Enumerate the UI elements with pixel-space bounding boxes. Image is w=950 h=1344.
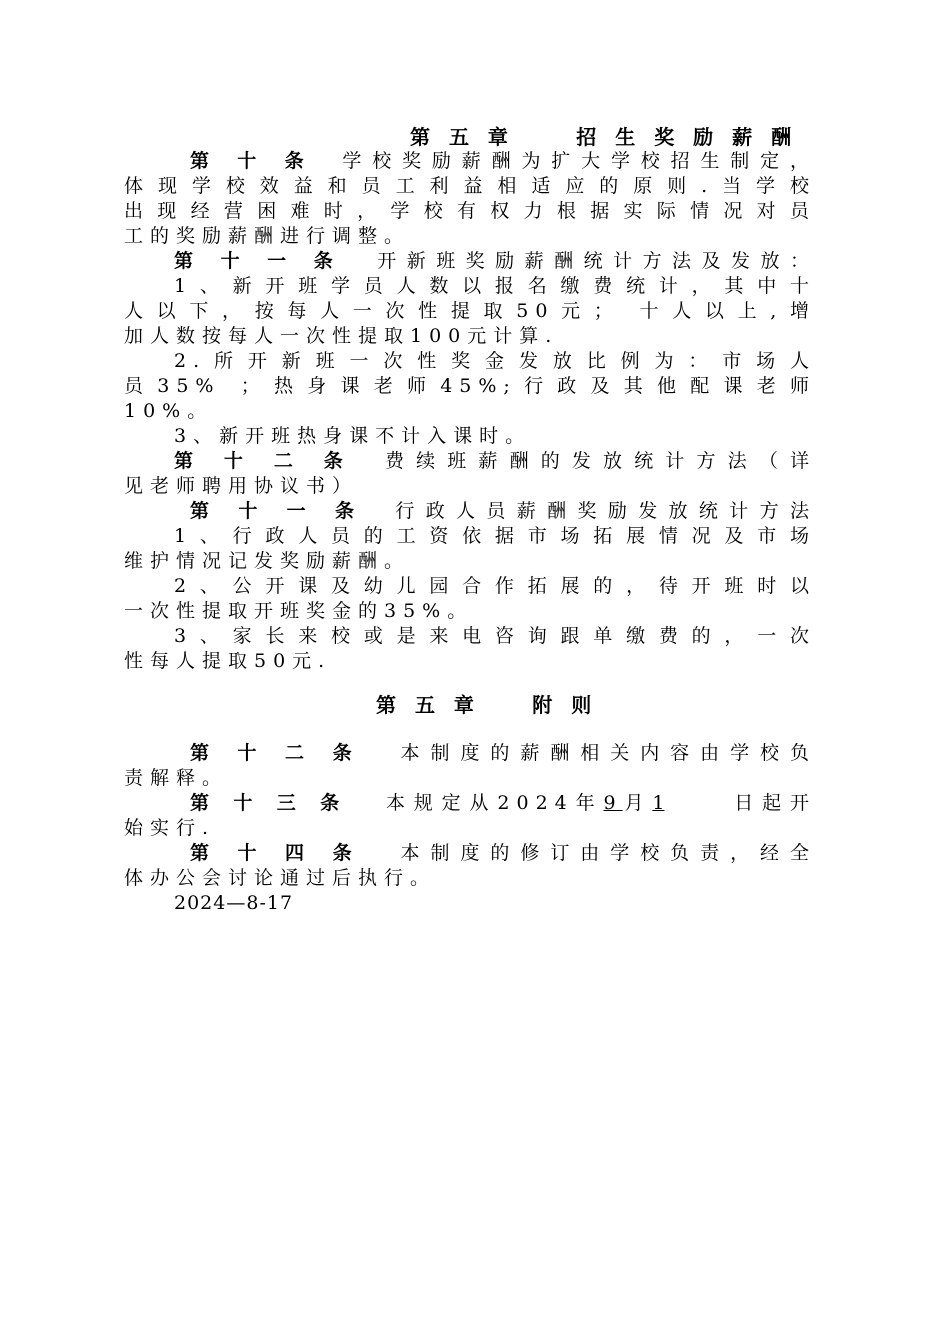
article-12a-text: 费续班薪酬的发放统计方法（详 [384,450,816,472]
article-11b-item-2a: 2、公开课及幼儿园合作拓展的，待开班时以 [174,575,816,597]
article-11-item-2c: 10%。 [124,400,214,422]
article-14-line-1 [124,840,816,866]
article-13-line-1 [124,790,816,816]
article-11-item-1c: 加人数按每人一次性提取100元计算. [124,325,559,347]
article-12a-line-1 [124,448,816,474]
supplementary-chapter-number: 第 五 章 [376,693,480,717]
chapter-title: 招 生 奖 励 薪 酬 [576,125,798,149]
chapter-number: 第 五 章 [410,125,514,149]
article-11b-item-2b: 一次性提取开班奖金的35%。 [124,600,474,622]
article-11b-item-1b: 维护情况记发奖励薪酬。 [124,550,411,572]
article-10-label: 第 十 条 [190,150,315,172]
article-11-item-2b: 员35% ；热身课老师45%;行政及其他配课老师 [124,375,816,397]
article-12a-label: 第 十 二 条 [174,450,355,472]
article-11b-item-3a: 3、家长来校或是来电咨询跟单缴费的，一次 [174,625,816,647]
chapter-heading [410,123,797,151]
article-10-text: 学校奖励薪酬为扩大学校招生制定， [342,150,816,172]
article-11b-item-1a: 1、行政人员的工资依据市场拓展情况及市场 [174,525,816,547]
article-12a-line-2: 见老师聘用协议书） [124,475,359,497]
article-13-text-pre: 本规定从2024年 [385,792,604,814]
article-11-item-2a: 2.所开新班一次性奖金发放比例为：市场人 [174,350,816,372]
article-11-text: 开新班奖励薪酬统计方法及发放： [377,250,816,272]
article-10-line-3: 出现经营困难时，学校有权力根据实际情况对员 [124,200,816,222]
article-14-line-2: 体办公会讨论通过后执行。 [124,867,437,889]
article-12b-line-2: 责解释。 [124,767,229,789]
article-11-item-1a: 1、新开班学员人数以报名缴费统计，其中十 [174,275,816,297]
supplementary-heading [376,691,597,719]
article-13-month-unit: 月 [622,792,653,814]
article-11b-text: 行政人员薪酬奖励发放统计方法 [395,500,816,522]
article-10-line-4: 工的奖励薪酬进行调整。 [124,225,411,247]
article-13-text-post: 日起开 [732,792,816,814]
supplementary-title: 附 则 [532,693,598,717]
article-14-text: 本制度的修订由学校负责，经全 [400,842,816,864]
article-12b-text: 本制度的薪酬相关内容由学校负 [400,742,816,764]
article-10-line-2: 体现学校效益和员工利益相适应的原则.当学校 [124,175,816,197]
article-12b-line-1 [124,740,816,766]
article-10-line-1 [124,148,816,174]
article-11-label: 第 十 一 条 [174,250,344,272]
article-14-label: 第 十 四 条 [190,842,363,864]
article-11-line-1 [124,248,816,274]
article-13-day: 1 [652,792,665,814]
article-13-label: 第 十 三 条 [190,792,348,814]
article-11b-item-3b: 性每人提取50元. [124,650,332,672]
article-11b-label: 第 十 一 条 [190,500,366,522]
article-13-month: 9 [603,792,623,814]
article-11-item-3: 3、新开班热身课不计入课时。 [174,425,532,447]
article-13-line-2: 始实行. [124,817,216,839]
article-12b-label: 第 十 二 条 [190,742,363,764]
article-11b-line-1 [124,498,816,524]
article-11-item-1b: 人以下，按每人一次性提取50元； 十人以上,增 [124,300,816,322]
document-date: 2024—8-17 [174,892,294,914]
